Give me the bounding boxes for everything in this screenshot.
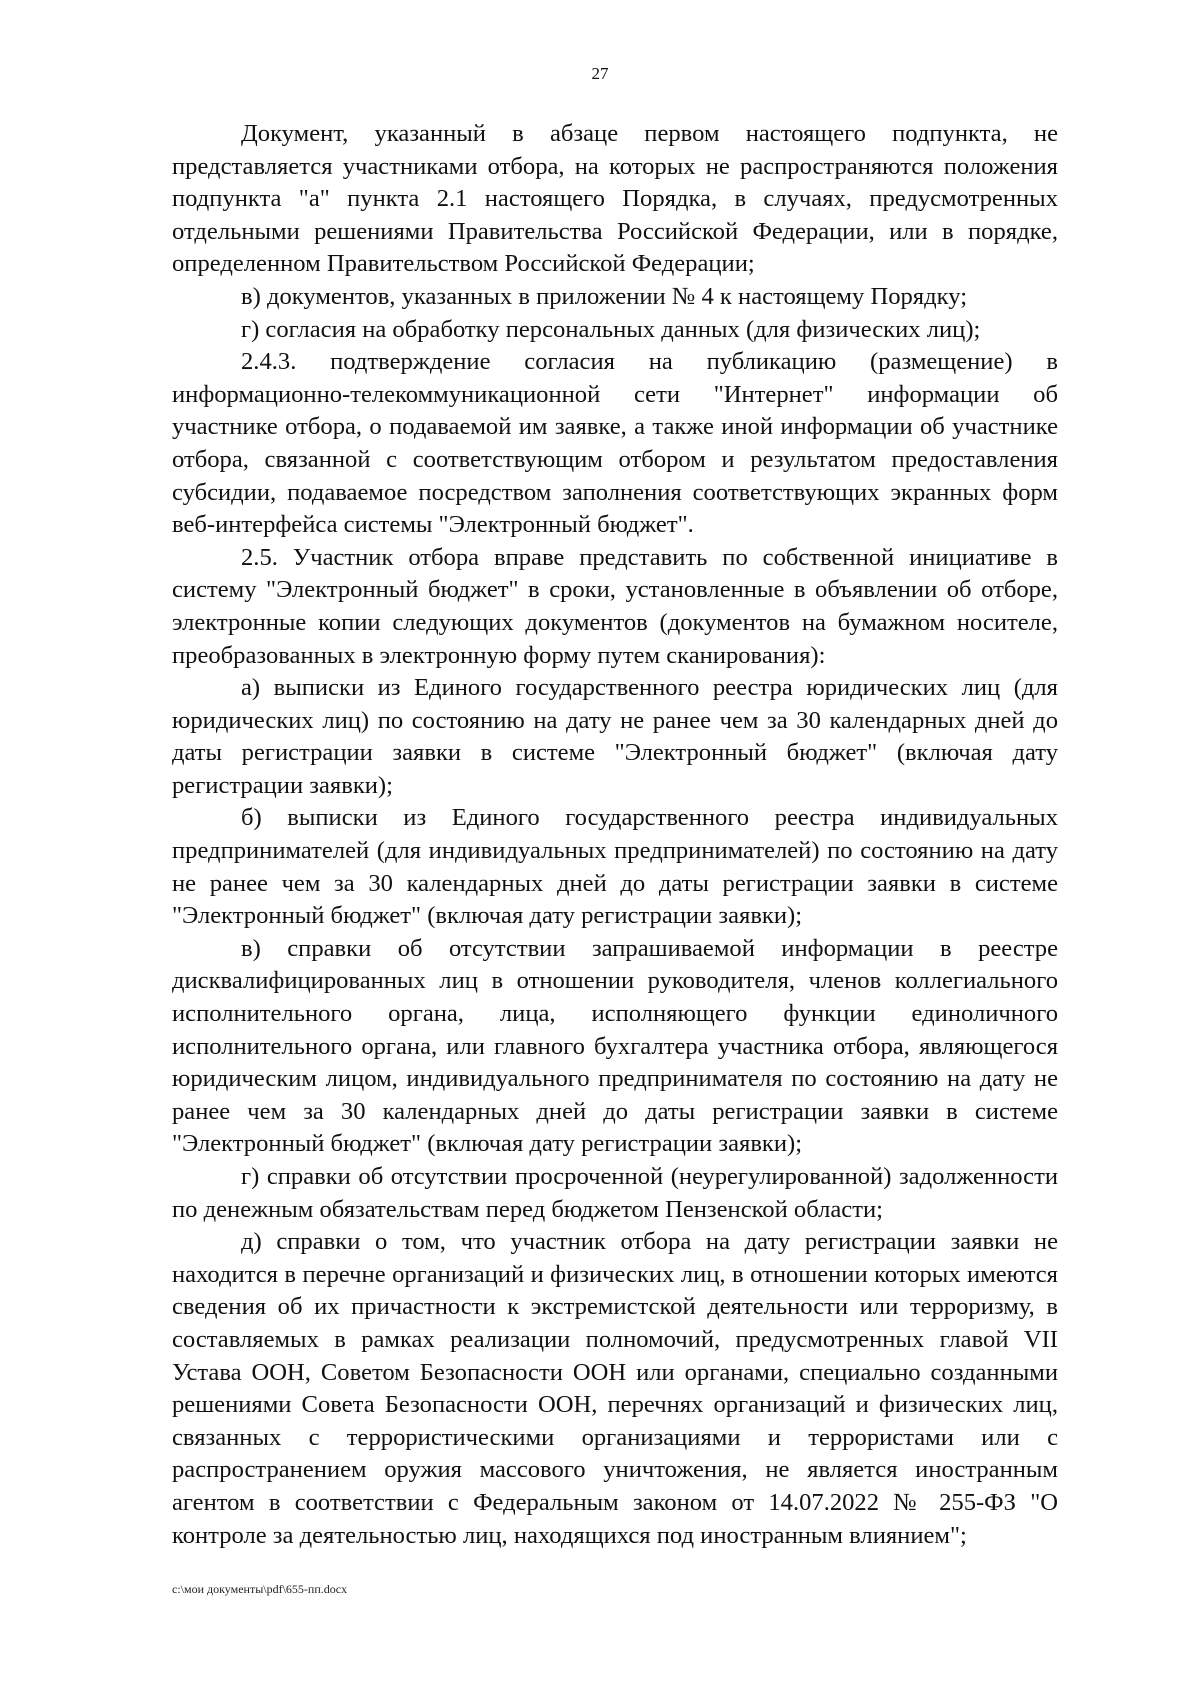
paragraph-item-g-consent: г) согласия на обработку персональных данных (для физических лиц); xyxy=(241,315,981,343)
paragraph-item-v-disqualified: в) справки об отсутствии запрашиваемой информации в реестре дисквалифицированных лиц в отношении руководителя, членов коллегиального исполнительного органа, лица, исполняющего функции единоличного исполнительного органа, или главного бухгалтера участника отбора, являющегося юридическим лицом, индивидуального предпринимателя по состоянию на дату не ранее чем за 30 календарных дней до даты регистрации заявки в системе "Электронный бюджет" (включая дату регистрации заявки); xyxy=(172,934,1058,1158)
paragraph-2-5: 2.5. Участник отбора вправе представить по собственной инициативе в систему "Электронный бюджет" в сроки, установленные в объявлении об отборе, электронные копии следующих документов (документов на бумажном носителе, преобразованных в электронную форму путем сканирования): xyxy=(172,543,1058,669)
document-body xyxy=(172,118,1058,1552)
paragraph-document-exemption: Документ, указанный в абзаце первом настоящего подпункта, не представляется участниками отбора, на которых не распространяются положения подпункта "а" пункта 2.1 настоящего Порядка, в случаях, предусмотренных отдельными решениями Правительства Российской Федерации, или в порядке, определенном Правительством Российской Федерации; xyxy=(172,120,1058,278)
paragraph-item-v-documents: в) документов, указанных в приложении № 4 к настоящему Порядку; xyxy=(241,282,968,310)
page-number: 27 xyxy=(591,64,609,83)
paragraph-item-b-extract-entrepreneurs: б) выписки из Единого государственного реестра индивидуальных предпринимателей (для индивидуальных предпринимателей) по состоянию на дату не ранее чем за 30 календарных дней до даты регистрации заявки в системе "Электронный бюджет" (включая дату регистрации заявки); xyxy=(172,804,1058,930)
footer-file-path: c:\мои документы\pdf\655-пп.docx xyxy=(172,1582,348,1596)
paragraph-item-d-extremism: д) справки о том, что участник отбора на дату регистрации заявки не находится в перечне организаций и физических лиц, в отношении которых имеются сведения об их причастности к экстремистской деятельности или терроризму, в составляемых в рамках реализации полномочий, предусмотренных главой VII Устава ООН, Советом Безопасности ООН или органами, специально созданными решениями Совета Безопасности ООН, перечнях организаций и физических лиц, связанных с террористическими организациями и террористами или с распространением оружия массового уничтожения, не является иностранным агентом в соответствии с Федеральным законом от 14.07.2022 № 255-ФЗ "О контроле за деятельностью лиц, находящихся под иностранным влиянием"; xyxy=(172,1228,1058,1549)
paragraph-item-g-debt: г) справки об отсутствии просроченной (неурегулированной) задолженности по денежным обязательствам перед бюджетом Пензенской области; xyxy=(172,1163,1058,1223)
paragraph-item-a-extract-legal: а) выписки из Единого государственного реестра юридических лиц (для юридических лиц) по состоянию на дату не ранее чем за 30 календарных дней до даты регистрации заявки в системе "Электронный бюджет" (включая дату регистрации заявки); xyxy=(172,674,1058,799)
paragraph-2-4-3: 2.4.3. подтверждение согласия на публикацию (размещение) в информационно-телекоммуникационной сети "Интернет" информации об участнике отбора, о подаваемой им заявке, а также иной информации об участнике отбора, связанной с соответствующим отбором и результатом предоставления субсидии, подаваемое посредством заполнения соответствующих экранных форм веб-интерфейса системы "Электронный бюджет". xyxy=(172,348,1058,539)
